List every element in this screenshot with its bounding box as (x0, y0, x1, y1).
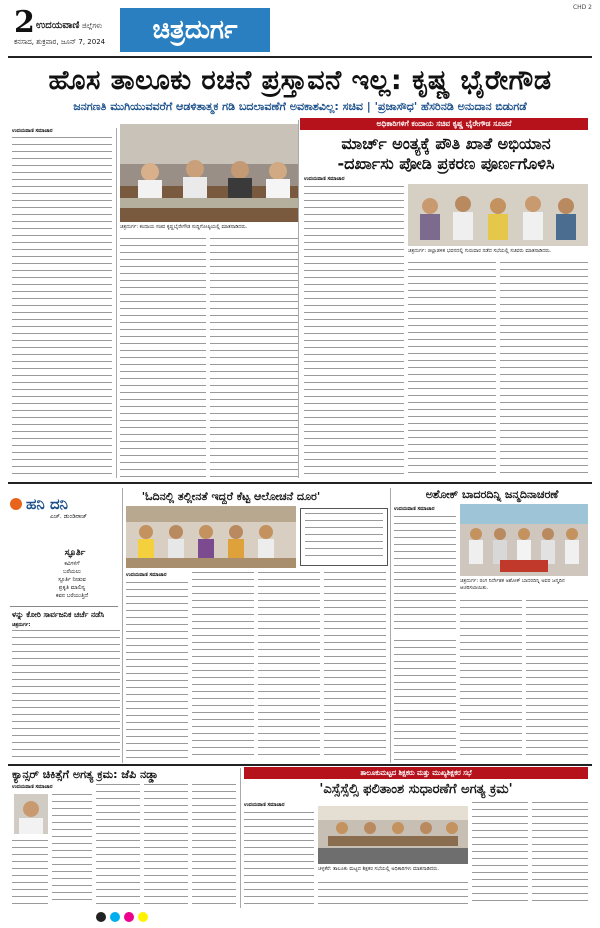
ashok-headline: ಅಶೋಕ್ ಬಾದರದಿನ್ನಿ ಜನ್ಮದಿನಾಚರಣೆ (425, 488, 559, 501)
poem-body (18, 560, 126, 600)
ashok-photo-caption: ಚಿತ್ರದುರ್ಗ: ರಂಗ ನಿರ್ದೇಶಕ ಅಶೋಕ್ ಬಾದರದಿನ್ನಿ ಅವರ ಜನ್ಮದಿನ ಆಚರಿಸಲಾಯಿತು. (460, 578, 565, 591)
ashok-byline: ಉದಯವಾಣಿ ಸಮಾಚಾರ (394, 506, 435, 512)
ashok-column-4 (394, 640, 456, 760)
cancer-quote (52, 794, 92, 904)
sslc-photo-caption: ಚಳ್ಳಕೆರೆ: ತಾಲೂಕು ಮಟ್ಟದ ಶಿಕ್ಷಕರ ಸಭೆಯಲ್ಲಿ ಅಧಿಕಾರಿಗಳು ಮಾತನಾಡಿದರು. (318, 866, 439, 872)
ashok-column-1 (394, 516, 456, 634)
sslc-photo-image (318, 806, 468, 864)
second-headline-line-1: ಮಾರ್ಚ್ ಅಂತ್ಯಕ್ಕೆ ಪೌತಿ ಖಾತೆ ಅಭಿಯಾನ (341, 134, 551, 153)
middle-column-1 (126, 582, 188, 760)
edition-banner: ಚಿತ್ರದುರ್ಗ (120, 8, 270, 52)
sslc-photo (318, 806, 468, 864)
registration-mark (110, 912, 120, 922)
ashok-photo (460, 504, 588, 576)
poem-title: ಸ್ಫೂರ್ತಿ (64, 548, 86, 558)
column-divider (116, 128, 117, 478)
hanidani-box (10, 495, 118, 543)
second-column-3 (500, 262, 588, 478)
sslc-column-2 (318, 882, 468, 904)
middle-column-4 (324, 572, 386, 760)
ashok-column-3 (526, 600, 588, 760)
hanidani-logo-icon (10, 498, 22, 510)
column-divider (298, 120, 299, 478)
lead-photo-image (120, 124, 298, 222)
second-byline: ಉದಯವಾಣಿ ಸಮಾಚಾರ (304, 176, 345, 182)
second-kicker: ಅಧಿಕಾರಿಗಳಿಗೆ ಕಂದಾಯ ಸಚಿವ ಕೃಷ್ಣ ಭೈರೇಗೌಡ ಸೂಚನೆ (300, 118, 588, 130)
sslc-column-4 (532, 802, 588, 904)
ashok-photo-image (460, 504, 588, 576)
dateline: ಕನಸಾದ, ಶುಕ್ರವಾರ, ಜೂನ್ 7, 2024 (14, 38, 106, 46)
poem-line: ಬರೆಯಲು (63, 569, 81, 575)
registration-mark (124, 912, 134, 922)
second-headline-line-2: -ದರ್ಖಾಸು ಪೋಡಿ ಪ್ರಕರಣ ಪೂರ್ಣಗೊಳಿಸಿ (337, 154, 555, 173)
lead-byline: ಉದಯವಾಣಿ ಸಮಾಚಾರ (12, 128, 53, 134)
sslc-byline: ಉದಯವಾಣಿ ಸಮಾಚಾರ (244, 802, 285, 808)
poem-line: ಕವನ ಬರೆಯುತ್ತಿದೆ (55, 593, 89, 599)
registration-mark (96, 912, 106, 922)
hanidani-author: ಎಚ್. ಡುಂಡಿರಾಜ್ (50, 513, 88, 520)
cancer-column-2 (96, 784, 140, 904)
middle-quote-box (300, 508, 388, 566)
hanidani-title: ಹನಿ ದನಿ (26, 495, 68, 513)
sslc-headline: 'ಎಸ್ಸೆಸ್ಸೆಲ್ಸಿ ಫಲಿತಾಂಶ ಸುಧಾರಣೆಗೆ ಅಗತ್ಯ ಕ್ರಮ' (319, 782, 513, 797)
poem-line: ಕವಿಗಳಿಗೆ (64, 561, 80, 567)
ashok-column-2 (460, 600, 522, 760)
lead-photo-caption: ಚಿತ್ರದುರ್ಗ: ಕಂದಾಯ ಸಚಿವ ಕೃಷ್ಣಬೈರೇಗೌಡ ಸುದ್ದಿಗೋಷ್ಠಿಯಲ್ಲಿ ಮಾತನಾಡಿದರು. (120, 224, 248, 230)
cancer-headline: ಕ್ಯಾನ್ಸರ್ ಚಿಕಿತ್ಸೆಗೆ ಅಗತ್ಯ ಕ್ರಮ: ಜೆಪಿ ನಡ್ಡಾ (12, 768, 159, 781)
lead-column-1 (12, 137, 112, 477)
cancer-column-1 (12, 840, 48, 904)
second-column-1 (304, 186, 404, 478)
section-rule (8, 764, 592, 766)
lead-column-3 (210, 238, 298, 478)
lead-subhead: ಜನಗಣತಿ ಮುಗಿಯುವವರೆಗೆ ಆಡಳಿತಾತ್ಮಕ ಗಡಿ ಬದಲಾವಣೆಗೆ ಅವಕಾಶವಿಲ್ಲ: ಸಚಿವ | 'ಪ್ರಜಾಸೌಧ' ಹೆಸರಿನಡಿ ಅನುದಾನ ಬಿಡುಗಡೆ (73, 100, 527, 113)
second-photo-image (408, 184, 588, 246)
cancer-column-4 (192, 784, 236, 904)
page-code: CHD 2 (572, 4, 592, 11)
page-number: 2 (14, 5, 35, 40)
middle-headline: 'ಓದಿನಲ್ಲಿ ತಲ್ಲೀನತೆ ಇದ್ದರೆ ಕೆಟ್ಟ ಆಲೋಚನೆ ದೂರ' (141, 490, 321, 503)
masthead-rule (8, 56, 592, 58)
sslc-column-3 (472, 802, 528, 904)
sslc-kicker: ತಾಲೂಕುಮಟ್ಟದ ಶಿಕ್ಷಕರು ಮತ್ತು ಮುಖ್ಯಶಿಕ್ಷಕರ ಸಭೆ (244, 767, 588, 779)
middle-byline: ಉದಯವಾಣಿ ಸಮಾಚಾರ (126, 572, 167, 578)
middle-column-3 (258, 572, 320, 760)
section-rule (8, 482, 592, 484)
sslc-column-1 (244, 812, 314, 904)
second-photo (408, 184, 588, 246)
second-column-2 (408, 262, 496, 478)
middle-column-2 (192, 572, 254, 760)
lead-headline: ಹೊಸ ತಾಲೂಕು ರಚನೆ ಪ್ರಸ್ತಾವನೆ ಇಲ್ಲ: ಕೃಷ್ಣ ಭೈರೇಗೌಡ (48, 65, 552, 96)
portrait-image (14, 794, 48, 834)
middle-photo-image (126, 506, 296, 568)
box-divider (10, 606, 118, 607)
column-divider (390, 488, 391, 763)
second-photo-caption: ಚಿತ್ರದುರ್ಗ: ಜಿಲ್ಲಾಡಳಿತ ಭವನದಲ್ಲಿ ಗುರುವಾರ ನಡೆದ ಸಭೆಯಲ್ಲಿ ಸಚಿವರು ಮಾತನಾಡಿದರು. (408, 248, 552, 254)
lead-photo (120, 124, 298, 222)
poem-line: ಪ್ರಕೃತಿ ಮಾಲಿನ್ಯ (58, 585, 86, 591)
lead-column-2 (120, 238, 206, 478)
cancer-column-3 (144, 784, 188, 904)
column-divider (122, 488, 123, 763)
middle-photo (126, 506, 296, 568)
cancer-byline: ಉದಯವಾಣಿ ಸಮಾಚಾರ (12, 784, 53, 790)
brief-headline: ಳನ್ನು ಕೋರಿ ಸಾರ್ವಜನಿಕ ಚರ್ಚೆ ನಡೆಸಿ (12, 610, 105, 619)
cancer-portrait (14, 794, 48, 834)
brief-column (12, 630, 120, 760)
brief-byline: ಚಿತ್ರದುರ್ಗ: (12, 622, 31, 628)
paper-section: ಜಿಲ್ಲೆಗಳು (82, 22, 103, 30)
poem-line: ಸ್ಫೂರ್ತಿ ನೀಡುವ (58, 577, 86, 583)
quote-text (305, 513, 383, 559)
paper-name: ಉದಯವಾಣಿ (36, 20, 80, 31)
column-divider (240, 768, 241, 908)
registration-mark (138, 912, 148, 922)
